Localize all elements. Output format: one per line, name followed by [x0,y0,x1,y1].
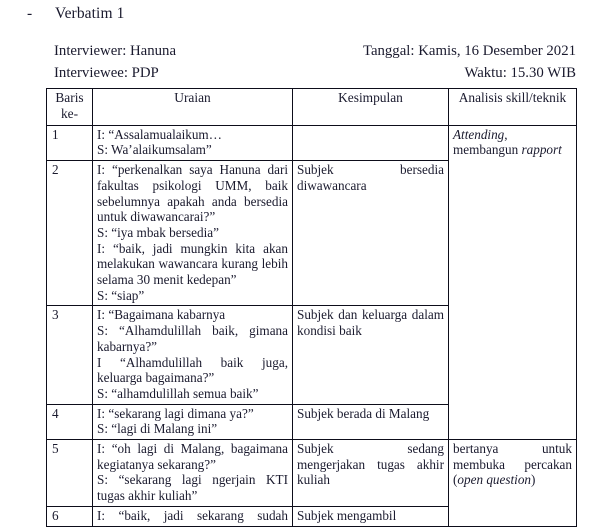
heading-bullet-line [27,5,587,23]
uraian-line: I: “baik, jadi mungkin kita akan melakukan wawancara kurang lebih selama 30 menit kedepan” [97,240,288,288]
row-analisis [449,440,577,527]
row-number: 6 [47,506,93,526]
uraian-line: I: “oh lagi di Malang, bagaimana kegiatanya sekarang?” [97,441,288,472]
row-uraian [93,506,293,526]
uraian-line: I: “perkenalkan saya Hanuna dari fakultas psikologi UMM, baik sebelumnya apakah anda bersedia untuk diwawancarai?” [97,162,288,225]
row-uraian [93,440,293,507]
column-header-analisis: Analisis skill/teknik [449,89,577,126]
analisis-segment: rapport [521,142,562,158]
uraian-line: S: “iya mbak bersedia” [97,224,219,240]
analisis-segment: ) [531,472,536,488]
analisis-segment: bertanya untuk membuka percakan ( [453,441,572,488]
uraian-line: S: “siap” [97,287,145,303]
column-header-uraian: Uraian [93,89,293,126]
interviewee-label: Interviewee: PDP [54,65,159,81]
table-header-row [47,89,577,126]
row-number: 3 [47,306,93,404]
bullet-marker: - [27,5,33,22]
row-kesimpulan [293,125,449,160]
row-uraian [93,404,293,439]
row-uraian [93,306,293,404]
meta-row [54,62,576,84]
row-uraian [93,161,293,306]
analisis-segment: Attending [453,126,505,142]
time-label: Waktu: 15.30 WIB [464,65,576,81]
row-kesimpulan: Subjek berada di Malang [293,404,449,439]
uraian-line: S: “sekarang lagi ngerjain KTI tugas akhir kuliah” [97,472,288,504]
analisis-segment: membangun [453,142,522,158]
page-title: Verbatim 1 [55,5,125,22]
uraian-line: S: Wa’alaikumsalam” [97,142,212,158]
row-number: 1 [47,125,93,160]
verbatim-table [46,88,577,527]
analisis-segment: , [504,126,508,142]
interviewer-label: Interviewer: Hanuna [54,43,177,59]
row-number: 2 [47,161,93,306]
row-kesimpulan: Subjek bersedia diwawancara [293,161,449,306]
column-header-kesimpulan: Kesimpulan [293,89,449,126]
row-number: 4 [47,404,93,439]
uraian-line: I: “sekarang lagi dimana ya?” [97,405,254,421]
uraian-line: S: “Alhamdulillah baik, gimana kabarnya?” [97,323,288,354]
row-number: 5 [47,440,93,507]
row-kesimpulan: Subjek sedang mengerjakan tugas akhir kuliah [293,440,449,507]
uraian-line: I: “Bagaimana kabarnya [97,307,226,323]
date-label: Tanggal: Kamis, 16 Desember 2021 [362,43,576,59]
uraian-line: I “Alhamdulillah baik juga, keluarga bagaimana?” [97,354,288,386]
analisis-segment: open question [457,472,532,488]
uraian-line: I: “Assalamualaikum… [97,126,222,142]
table-row [47,125,577,160]
row-analisis [449,125,577,439]
uraian-line: S: “lagi di Malang ini” [97,421,218,437]
row-kesimpulan: Subjek dan keluarga dalam kondisi baik [293,306,449,404]
column-header-baris-line2: ke- [60,106,79,122]
uraian-line: S: “alhamdulillah semua baik” [97,385,259,401]
uraian-line: I: “baik, jadi sekarang sudah [97,507,288,523]
meta-row [54,40,576,62]
row-uraian [93,125,293,160]
column-header-baris [47,89,93,126]
interview-meta [54,40,576,84]
row-kesimpulan: Subjek mengambil [293,506,449,526]
column-header-baris-line1: Baris [55,90,84,105]
table-row [47,440,577,507]
